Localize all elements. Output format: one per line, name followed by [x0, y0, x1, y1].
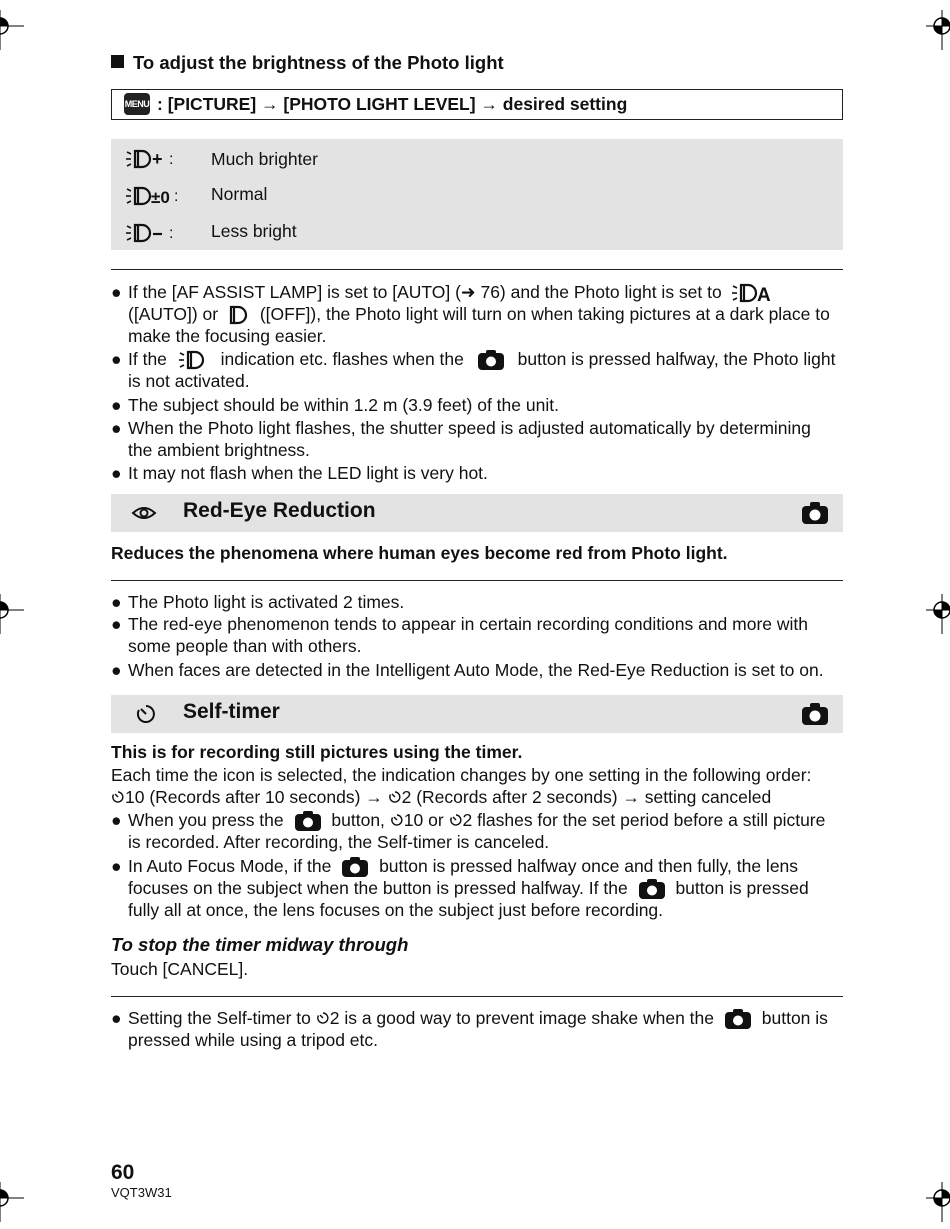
- list-item: ● The Photo light is activated 2 times.: [111, 592, 405, 612]
- photo-light-plus-icon: [125, 148, 177, 170]
- svg-text:A: A: [756, 285, 771, 305]
- self-timer-paragraph-line: 10 (Records after 10 seconds) → 2 (Records after 2 seconds) → setting canceled: [111, 786, 771, 808]
- list-item: ● It may not flash when the LED light is very hot.: [111, 463, 488, 483]
- list-item: ● Setting the Self-timer to 2 is a good way to prevent image shake when the button is pressed while using a tripod etc.: [111, 1008, 828, 1050]
- red-eye-subtitle: Reduces the phenomena where human eyes become red from Photo light.: [111, 543, 728, 563]
- camera-button-icon: [638, 878, 666, 900]
- self-timer-section-header: [111, 695, 843, 733]
- camera-icon: [801, 702, 829, 726]
- self-timer-icon: [135, 703, 157, 725]
- registration-mark-mid-left: [0, 594, 24, 634]
- stop-timer-heading: To stop the timer midway through: [111, 934, 409, 955]
- page-number: 60: [111, 1161, 135, 1184]
- photo-light-off-icon: [227, 304, 251, 326]
- timer-small-icon: [316, 1011, 330, 1025]
- svg-text::: :: [169, 225, 174, 242]
- camera-button-icon: [341, 856, 369, 878]
- photo-light-minus-icon: [125, 222, 177, 244]
- photo-light-auto-icon: [731, 282, 771, 304]
- red-eye-section-header: [111, 494, 843, 532]
- divider: [111, 580, 843, 581]
- section-title: Red-Eye Reduction: [183, 499, 376, 522]
- list-item: ● The red-eye phenomenon tends to appear in certain recording conditions and more with some people than with others.: [111, 614, 808, 656]
- timer-small-icon: [388, 790, 402, 804]
- model-code: VQT3W31: [111, 1185, 172, 1200]
- svg-text::: :: [174, 188, 179, 205]
- menu-icon: MENU: [124, 93, 150, 115]
- registration-mark-top-left: [0, 10, 24, 50]
- photo-light-icon: [178, 349, 210, 371]
- list-item: ● When faces are detected in the Intelligent Auto Mode, the Red-Eye Reduction is set to on.: [111, 660, 824, 680]
- self-timer-paragraph-line: Each time the icon is selected, the indication changes by one setting in the following order:: [111, 765, 812, 785]
- heading-text: To adjust the brightness of the Photo light: [133, 52, 504, 73]
- divider: [111, 996, 843, 997]
- section-title: Self-timer: [183, 700, 280, 723]
- self-timer-subtitle: This is for recording still pictures using the timer.: [111, 742, 523, 762]
- setting-row: [125, 146, 825, 172]
- svg-text::: :: [169, 151, 174, 168]
- menu-path-box: [111, 89, 843, 120]
- registration-mark-bottom-right: [926, 1182, 950, 1222]
- photo-light-zero-icon: [125, 185, 183, 207]
- list-item: ● The subject should be within 1.2 m (3.9 feet) of the unit.: [111, 395, 559, 415]
- setting-label: Less bright: [211, 221, 297, 241]
- camera-icon: [801, 501, 829, 525]
- list-item: ● If the indication etc. flashes when the button is pressed halfway, the Photo light is not activated.: [111, 349, 836, 391]
- timer-small-icon: [390, 813, 404, 827]
- eye-icon: [131, 504, 157, 522]
- camera-button-icon: [477, 349, 505, 371]
- list-item: ● In Auto Focus Mode, if the button is pressed halfway once and then fully, the lens focuses on the subject when the button is pressed halfway. If the button is pressed fully all at once, the lens focuses on the subject just before recording.: [111, 856, 809, 920]
- menu-path-text: : [PICTURE] → [PHOTO LIGHT LEVEL] → desired setting: [157, 94, 628, 114]
- timer-small-icon: [111, 790, 125, 804]
- list-item: ● When you press the button, 10 or 2 flashes for the set period before a still picture is recorded. After recording, the Self-timer is canceled.: [111, 810, 826, 852]
- list-item: ● If the [AF ASSIST LAMP] is set to [AUTO] (➜ 76) and the Photo light is set to A ([AUTO]) or ([OFF]), the Photo light will turn on when taking pictures at a dark place to make the focusing easier.: [111, 282, 830, 346]
- camera-button-icon: [294, 810, 322, 832]
- divider: [111, 269, 843, 270]
- timer-small-icon: [449, 813, 463, 827]
- camera-button-icon: [724, 1008, 752, 1030]
- svg-text:±0: ±0: [151, 188, 170, 207]
- setting-label: Normal: [211, 184, 268, 204]
- registration-mark-bottom-left: [0, 1182, 24, 1222]
- stop-timer-text: Touch [CANCEL].: [111, 959, 249, 979]
- setting-row: [125, 183, 825, 209]
- setting-label: Much brighter: [211, 149, 318, 169]
- svg-text:+: +: [152, 149, 163, 169]
- settings-panel: [111, 139, 843, 250]
- registration-mark-top-right: [926, 10, 950, 50]
- registration-mark-mid-right: [926, 594, 950, 634]
- list-item: ● When the Photo light flashes, the shutter speed is adjusted automatically by determining the ambient brightness.: [111, 418, 811, 460]
- setting-row: [125, 220, 825, 246]
- black-square-icon: [111, 55, 124, 68]
- section-heading: [111, 52, 504, 74]
